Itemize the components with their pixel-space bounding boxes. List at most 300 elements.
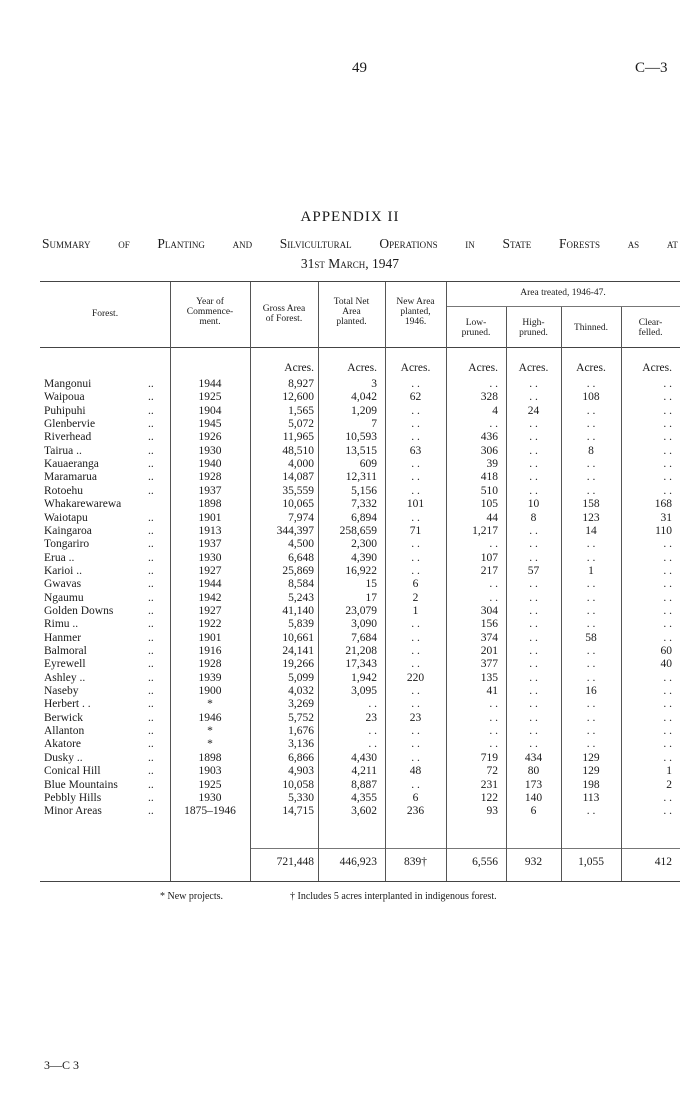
leader-dots: .. xyxy=(148,631,154,644)
year-cell: 1946 xyxy=(198,711,222,724)
thin-cell: . . xyxy=(586,618,596,631)
new-cell: . . xyxy=(411,778,420,791)
table-row xyxy=(40,645,680,658)
gross-cell: 5,839 xyxy=(288,618,314,631)
high-cell: . . xyxy=(529,698,538,711)
forest-name: Blue Mountains xyxy=(44,778,118,791)
forest-name: Minor Areas xyxy=(44,805,102,818)
thin-cell: . . xyxy=(586,805,596,818)
unit-label: Acres. xyxy=(642,362,672,374)
thin-cell: 113 xyxy=(582,791,600,804)
clear-cell: 1 xyxy=(666,765,672,778)
table-row xyxy=(40,485,680,498)
thin-cell: 8 xyxy=(588,444,594,457)
header-forest: Forest. xyxy=(91,309,119,319)
low-cell: 217 xyxy=(480,564,498,577)
thin-cell: . . xyxy=(586,645,596,657)
year-cell: 1930 xyxy=(198,791,222,804)
high-cell: 80 xyxy=(527,765,540,778)
new-cell: . . xyxy=(411,725,420,738)
subtitle-word: State xyxy=(502,236,532,251)
net-cell: 258,659 xyxy=(339,524,377,537)
new-cell: 220 xyxy=(406,671,425,684)
gross-cell: 4,032 xyxy=(288,685,314,698)
clear-cell: . . xyxy=(663,791,672,804)
high-cell: 434 xyxy=(524,751,543,764)
leader-dots: .. xyxy=(148,805,154,818)
net-cell: 4,355 xyxy=(351,791,377,804)
thin-cell: 158 xyxy=(582,498,600,511)
table-row xyxy=(40,405,680,418)
thin-cell: . . xyxy=(586,551,596,564)
new-cell: 101 xyxy=(406,498,425,511)
new-cell: . . xyxy=(411,631,420,644)
forest-name: Dusky .. xyxy=(44,751,83,764)
forest-name: Herbert . . xyxy=(44,698,91,711)
header-bottom-rule xyxy=(40,347,680,348)
thin-cell: . . xyxy=(586,698,596,711)
thin-cell: 123 xyxy=(582,511,600,524)
low-cell: . . xyxy=(489,418,498,431)
gross-cell: 5,243 xyxy=(288,591,314,604)
net-cell: 2,300 xyxy=(351,538,377,551)
leader-dots: .. xyxy=(148,564,154,577)
table-row xyxy=(40,605,680,618)
leader-dots: .. xyxy=(148,551,154,564)
leader-dots: .. xyxy=(148,751,154,764)
header-total-net xyxy=(318,297,385,327)
new-cell: . . xyxy=(411,658,420,671)
new-cell: 62 xyxy=(409,391,422,404)
year-cell: 1928 xyxy=(198,471,222,484)
high-cell: . . xyxy=(529,631,538,644)
unit-label: Acres. xyxy=(347,362,377,374)
header-line: Gross Area xyxy=(262,304,306,314)
header-line: of Forest. xyxy=(265,314,303,324)
total-clear: 412 xyxy=(654,856,672,868)
high-cell: . . xyxy=(529,551,538,564)
table-row xyxy=(40,418,680,431)
header-line: 1946. xyxy=(404,317,427,327)
leader-dots: .. xyxy=(148,391,154,404)
header-line: Area xyxy=(342,307,361,317)
gross-cell: 6,866 xyxy=(288,751,314,764)
table-row xyxy=(40,685,680,698)
new-cell: 48 xyxy=(409,765,422,778)
forest-name: Gwavas xyxy=(44,578,82,591)
high-cell: . . xyxy=(529,391,538,404)
forest-name: Kaingaroa xyxy=(44,524,92,537)
leader-dots: .. xyxy=(148,765,154,778)
low-cell: 41 xyxy=(486,685,498,698)
forest-name: Allanton xyxy=(44,725,85,738)
year-cell: 1925 xyxy=(198,778,222,791)
net-cell: 3,090 xyxy=(351,618,377,631)
gross-cell: 7,974 xyxy=(288,511,314,524)
net-cell: . . xyxy=(368,698,377,711)
table-row xyxy=(40,658,680,671)
low-cell: 231 xyxy=(480,778,498,791)
low-cell: 418 xyxy=(480,471,498,484)
header-low-pruned xyxy=(446,318,506,338)
units-row xyxy=(40,362,680,375)
year-cell: 1937 xyxy=(198,538,222,551)
clear-cell: . . xyxy=(663,418,672,431)
leader-dots: .. xyxy=(148,658,154,671)
clear-cell: . . xyxy=(663,564,672,577)
low-cell: . . xyxy=(489,378,498,390)
subtitle-word: Operations xyxy=(379,236,438,251)
low-cell: 719 xyxy=(480,751,498,764)
new-cell: . . xyxy=(411,738,420,751)
gross-cell: 10,065 xyxy=(282,498,314,511)
net-cell: 1,942 xyxy=(351,671,377,684)
header-line: planted, xyxy=(400,307,431,317)
gross-cell: 10,661 xyxy=(282,631,314,644)
unit-label: Acres. xyxy=(400,362,431,374)
table-row xyxy=(40,779,680,792)
table-row xyxy=(40,738,680,751)
table-row xyxy=(40,445,680,458)
low-cell: 201 xyxy=(480,645,498,657)
unit-label: Acres. xyxy=(518,362,549,374)
gross-cell: 24,141 xyxy=(282,645,314,657)
net-cell: 4,430 xyxy=(351,751,377,764)
gross-cell: 344,397 xyxy=(276,524,314,537)
header-line: Year of xyxy=(196,297,224,307)
high-cell: . . xyxy=(529,418,538,431)
clear-cell: . . xyxy=(663,751,672,764)
low-cell: 374 xyxy=(480,631,498,644)
thin-cell: . . xyxy=(586,658,596,671)
gross-cell: 14,087 xyxy=(282,471,314,484)
table-row xyxy=(40,672,680,685)
year-cell: 1937 xyxy=(198,484,222,497)
leader-dots: .. xyxy=(148,645,154,657)
net-cell: 4,390 xyxy=(351,551,377,564)
high-cell: . . xyxy=(529,378,538,390)
year-cell: 1930 xyxy=(198,444,222,457)
leader-dots: .. xyxy=(148,404,154,417)
net-cell: 7 xyxy=(371,418,377,431)
forest-name: Waipoua xyxy=(44,391,85,404)
subtitle-word: at xyxy=(666,236,678,251)
new-cell: 23 xyxy=(409,711,422,724)
clear-cell: . . xyxy=(663,538,672,551)
clear-cell: . . xyxy=(663,685,672,698)
subtitle-word: Forests xyxy=(558,236,600,251)
year-cell: 1875–1946 xyxy=(184,805,236,818)
subtitle-word: and xyxy=(232,236,253,251)
gross-cell: 4,000 xyxy=(288,458,314,471)
leader-dots: .. xyxy=(148,511,154,524)
net-cell: 3 xyxy=(371,378,377,390)
table-row xyxy=(40,725,680,738)
table-row xyxy=(40,538,680,551)
thin-cell: 198 xyxy=(582,778,600,791)
clear-cell: . . xyxy=(663,431,672,444)
year-cell: 1939 xyxy=(198,671,222,684)
year-cell: 1927 xyxy=(198,604,222,617)
forest-name: Tairua .. xyxy=(44,444,82,457)
high-cell: . . xyxy=(529,711,538,724)
total-rule xyxy=(250,848,680,849)
thin-cell: . . xyxy=(586,538,596,551)
low-cell: . . xyxy=(489,538,498,551)
thin-cell: . . xyxy=(586,404,596,417)
clear-cell: . . xyxy=(663,631,672,644)
gross-cell: 4,500 xyxy=(288,538,314,551)
forest-name: Karioi .. xyxy=(44,564,83,577)
clear-cell: . . xyxy=(663,698,672,711)
high-cell: . . xyxy=(529,538,538,551)
leader-dots: .. xyxy=(148,711,154,724)
forest-name: Rimu .. xyxy=(44,618,79,631)
low-cell: 105 xyxy=(480,498,498,511)
header-line: pruned. xyxy=(519,328,548,338)
net-cell: 21,208 xyxy=(345,645,377,657)
header-clear-felled xyxy=(621,318,680,338)
page-reference: C—3 xyxy=(635,60,668,76)
new-cell: . . xyxy=(411,404,420,417)
year-cell: 1901 xyxy=(198,511,222,524)
net-cell: 17,343 xyxy=(345,658,377,671)
clear-cell: . . xyxy=(663,671,672,684)
year-cell: 1903 xyxy=(198,765,222,778)
table-row xyxy=(40,578,680,591)
table-row xyxy=(40,805,680,818)
new-cell: 1 xyxy=(412,604,419,617)
gross-cell: 1,676 xyxy=(288,725,314,738)
gross-cell: 3,136 xyxy=(288,738,314,751)
forest-name: Balmoral xyxy=(44,645,87,657)
forest-name: Kauaeranga xyxy=(44,458,99,471)
clear-cell: . . xyxy=(663,805,672,818)
header-line: ment. xyxy=(199,317,221,327)
header-line: Total Net xyxy=(333,297,370,307)
year-cell: 1928 xyxy=(198,658,222,671)
table-row xyxy=(40,471,680,484)
low-cell: 510 xyxy=(480,484,498,497)
leader-dots: .. xyxy=(148,738,154,751)
leader-dots: .. xyxy=(148,484,154,497)
clear-cell: . . xyxy=(663,391,672,404)
low-cell: . . xyxy=(489,698,498,711)
clear-cell: . . xyxy=(663,738,672,751)
header-gross xyxy=(250,304,318,324)
header-line: High- xyxy=(522,318,545,328)
year-cell: 1942 xyxy=(198,591,222,604)
forest-name: Eyrewell xyxy=(44,658,86,671)
clear-cell: . . xyxy=(663,444,672,457)
gross-cell: 11,965 xyxy=(282,431,314,444)
table-row xyxy=(40,752,680,765)
year-cell: 1922 xyxy=(198,618,222,631)
leader-dots: .. xyxy=(148,698,154,711)
high-cell: . . xyxy=(529,444,538,457)
gross-cell: 19,266 xyxy=(282,658,314,671)
clear-cell: . . xyxy=(663,458,672,471)
low-cell: 135 xyxy=(480,671,498,684)
net-cell: 13,515 xyxy=(345,444,377,457)
net-cell: 6,894 xyxy=(351,511,377,524)
header-new-area xyxy=(385,297,446,327)
low-cell: 107 xyxy=(480,551,498,564)
leader-dots: .. xyxy=(148,471,154,484)
clear-cell: . . xyxy=(663,471,672,484)
table-row xyxy=(40,525,680,538)
low-cell: . . xyxy=(489,738,498,751)
subtitle-line-1 xyxy=(42,236,678,252)
forest-name: Hanmer xyxy=(44,631,82,644)
year-cell: 1898 xyxy=(198,498,222,511)
high-cell: . . xyxy=(529,524,538,537)
year-cell: 1944 xyxy=(198,578,222,591)
gross-cell: 3,269 xyxy=(288,698,314,711)
total-net: 446,923 xyxy=(339,856,377,868)
footnote-new-projects: * New projects. xyxy=(160,891,224,902)
gross-cell: 6,648 xyxy=(288,551,314,564)
new-cell: 6 xyxy=(412,578,419,591)
thin-cell: . . xyxy=(586,431,596,444)
totals-row xyxy=(40,856,680,869)
clear-cell: . . xyxy=(663,404,672,417)
forest-name: Conical Hill xyxy=(44,765,101,778)
leader-dots: .. xyxy=(148,618,154,631)
thin-cell: 58 xyxy=(585,631,597,644)
high-cell: . . xyxy=(529,591,538,604)
leader-dots: .. xyxy=(148,791,154,804)
treated-subrule xyxy=(446,306,680,307)
clear-cell: . . xyxy=(663,551,672,564)
leader-dots: .. xyxy=(148,591,154,604)
high-cell: . . xyxy=(529,671,538,684)
leader-dots: .. xyxy=(148,685,154,698)
thin-cell: 14 xyxy=(585,524,597,537)
appendix-title: APPENDIX II xyxy=(300,209,400,225)
new-cell: 2 xyxy=(412,591,419,604)
net-cell: 5,156 xyxy=(351,484,377,497)
high-cell: . . xyxy=(529,725,538,738)
header-line: Commence- xyxy=(186,307,234,317)
leader-dots: .. xyxy=(148,524,154,537)
net-cell: 16,922 xyxy=(345,564,377,577)
year-cell: 1904 xyxy=(198,404,222,417)
high-cell: . . xyxy=(529,658,538,671)
high-cell: 8 xyxy=(530,511,537,524)
gross-cell: 5,099 xyxy=(288,671,314,684)
page-footer: 3—C 3 xyxy=(44,1058,80,1072)
gross-cell: 1,565 xyxy=(288,404,314,417)
high-cell: . . xyxy=(529,471,538,484)
net-cell: 10,593 xyxy=(345,431,377,444)
year-cell: 1930 xyxy=(198,551,222,564)
net-cell: 4,211 xyxy=(351,765,377,778)
low-cell: . . xyxy=(489,711,498,724)
table-row xyxy=(40,618,680,631)
table-row xyxy=(40,765,680,778)
table-row xyxy=(40,552,680,565)
forest-name: Whakarewarewa xyxy=(44,498,122,511)
leader-dots: .. xyxy=(148,378,154,390)
low-cell: 44 xyxy=(486,511,498,524)
clear-cell: 31 xyxy=(660,511,672,524)
thin-cell: . . xyxy=(586,378,596,390)
new-cell: . . xyxy=(411,685,420,698)
gross-cell: 12,600 xyxy=(282,391,314,404)
subtitle-word: Summary xyxy=(42,236,91,251)
new-cell: . . xyxy=(411,551,420,564)
leader-dots: .. xyxy=(148,671,154,684)
new-cell: 236 xyxy=(406,805,425,818)
table-row xyxy=(40,498,680,511)
new-cell: . . xyxy=(411,645,420,657)
new-cell: . . xyxy=(411,471,420,484)
subtitle-word: of xyxy=(118,236,130,251)
gross-cell: 41,140 xyxy=(282,604,314,617)
thin-cell: . . xyxy=(586,418,596,431)
header-thinned: Thinned. xyxy=(573,323,609,333)
forest-name: Pebbly Hills xyxy=(44,791,102,804)
year-cell: 1925 xyxy=(198,391,222,404)
high-cell: 10 xyxy=(527,498,540,511)
thin-cell: . . xyxy=(586,725,596,738)
header-year xyxy=(170,297,250,327)
total-low: 6,556 xyxy=(472,856,498,868)
leader-dots: .. xyxy=(148,444,154,457)
net-cell: 15 xyxy=(365,578,377,591)
forest-name: Puhipuhi xyxy=(44,404,86,417)
unit-label: Acres. xyxy=(468,362,498,374)
gross-cell: 8,584 xyxy=(288,578,314,591)
table-row xyxy=(40,391,680,404)
new-cell: 6 xyxy=(412,791,419,804)
new-cell: . . xyxy=(411,378,420,390)
thin-cell: . . xyxy=(586,711,596,724)
new-cell: . . xyxy=(411,538,420,551)
table-row xyxy=(40,698,680,711)
subtitle-word: as xyxy=(627,236,640,251)
new-cell: . . xyxy=(411,751,420,764)
gross-cell: 10,058 xyxy=(282,778,314,791)
table-top-rule xyxy=(40,281,680,282)
low-cell: 156 xyxy=(480,618,498,631)
low-cell: 328 xyxy=(480,391,498,404)
unit-label: Acres. xyxy=(576,362,606,374)
leader-dots: .. xyxy=(148,418,154,431)
forest-name: Berwick xyxy=(44,711,83,724)
table-row xyxy=(40,792,680,805)
forest-name: Akatore xyxy=(44,738,82,751)
total-gross: 721,448 xyxy=(276,856,314,868)
table-row xyxy=(40,458,680,471)
year-cell: 1913 xyxy=(198,524,222,537)
high-cell: . . xyxy=(529,738,538,751)
high-cell: . . xyxy=(529,645,538,657)
net-cell: 8,887 xyxy=(351,778,377,791)
new-cell: . . xyxy=(411,698,420,711)
high-cell: 140 xyxy=(524,791,543,804)
gross-cell: 25,869 xyxy=(282,564,314,577)
table-bottom-rule xyxy=(40,881,680,882)
low-cell: . . xyxy=(489,591,498,604)
year-cell: * xyxy=(207,738,213,751)
year-cell: 1945 xyxy=(198,418,222,431)
new-cell: . . xyxy=(411,511,420,524)
thin-cell: . . xyxy=(586,591,596,604)
high-cell: 173 xyxy=(524,778,543,791)
table-row xyxy=(40,378,680,391)
